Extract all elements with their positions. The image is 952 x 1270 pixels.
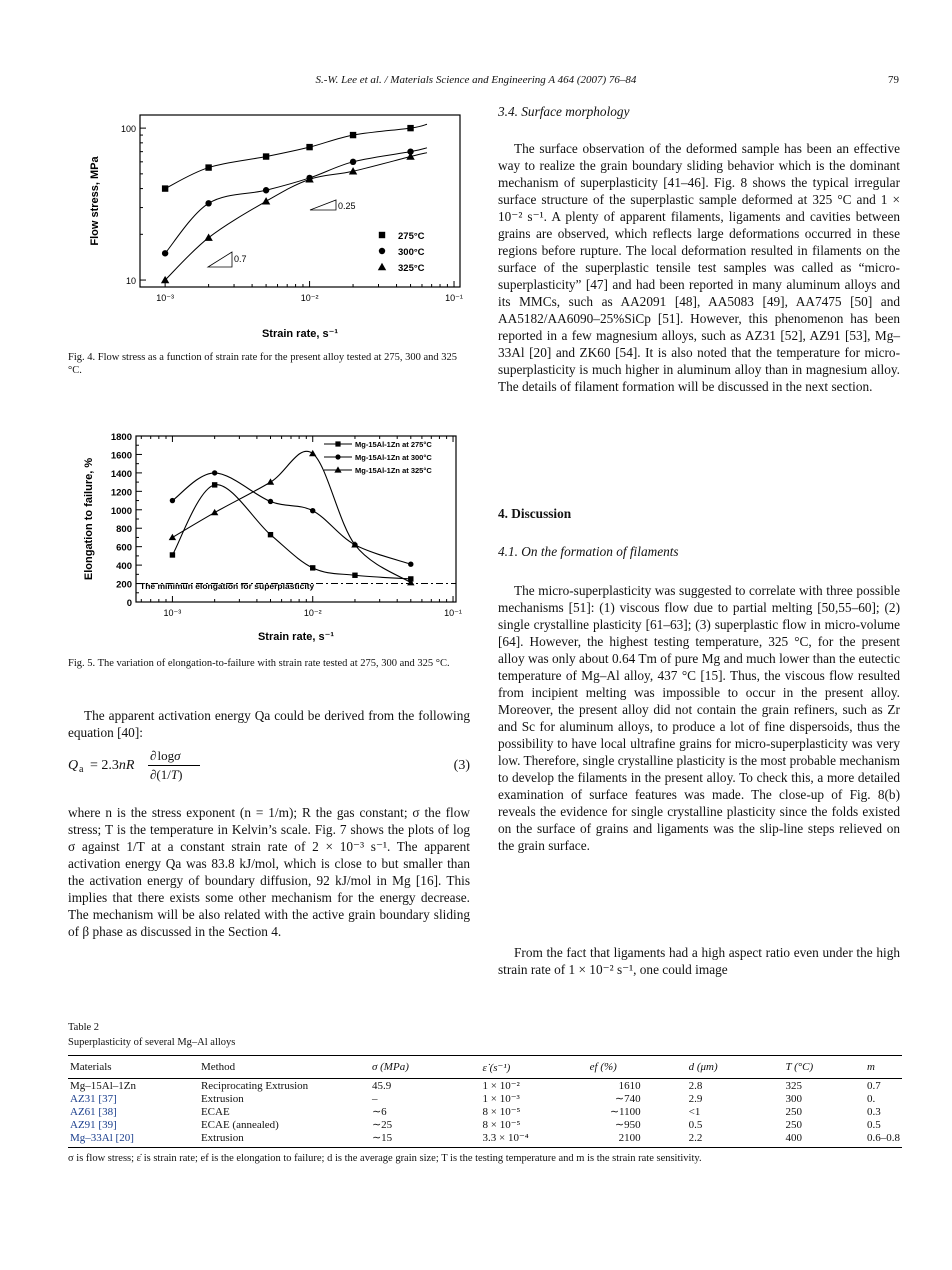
table-cell: 1 × 10⁻² — [482, 1080, 520, 1092]
fig4-legend-label: 275°C — [398, 231, 425, 242]
fig5-threshold-label: The minimun elongation for superplasticity — [140, 581, 315, 591]
table-cell: 2.9 — [688, 1092, 703, 1105]
table-cell: ∼25 — [371, 1119, 393, 1131]
fig4-data-point — [263, 187, 269, 193]
fig4-data-point — [407, 125, 413, 131]
col-header: Materials — [68, 1056, 199, 1079]
table-header-row — [68, 1056, 902, 1079]
fig4-legend-label: 325°C — [398, 263, 425, 274]
fig5-data-point — [170, 498, 175, 503]
right-column-para2: The micro-superplasticity was suggested to correlate with three possible mechanisms [51]: (1) viscous flow due to partial melting [50,55–60]; (2) single crystalline plasticity [61–63]; (3) superplastic flow in micro-volume [64]. However, the highest testing temperature, 325 °C, for the present alloy was only about 0.64 Tm of pure Mg and much lower than the eutectic temperature of Mg–Al alloy, 437 °C [15]. Thus, the viscous flow resulted from incipient melting was impossible to occur in the present alloy. Moreover, the present alloy did not contain the grain refiners, such as Zr and Sc for aluminum alloys, to produce a lot of fine dispersoids, thus the possibility to have local ultrafine grains for micro-superplasticity was very low. Therefore, single crystalline plasticity is the most probable mechanism to develop the filaments in the present alloy. To check this, a more detailed examination of surface features was made. The close-up of Fig. 8(b) reveals the evidence for single crystalline plasticity since the folds existed on the surface of grains and ligaments was the slip-line steps relieved on the grain surface. — [498, 583, 900, 853]
section-3-4-heading: 3.4. Surface morphology — [498, 104, 630, 119]
fig5-series-line — [172, 473, 410, 564]
table-cell: Mg–33Al [20] — [70, 1131, 134, 1144]
table-cell: – — [371, 1092, 378, 1105]
table-cell: ∼1100 — [609, 1106, 641, 1118]
table-cell: 0. — [867, 1092, 876, 1105]
table-row — [68, 1131, 902, 1148]
fig5-y-tick-label: 600 — [116, 542, 132, 554]
section-4-1-heading: 4.1. On the formation of filaments — [498, 544, 679, 559]
col-header: T (°C) — [783, 1056, 865, 1079]
fig4-x-tick-label: 10⁻² — [300, 293, 319, 303]
table-cell: ∼6 — [371, 1106, 387, 1118]
fig5-series-line — [172, 485, 410, 579]
table-cell: Mg–15Al–1Zn — [70, 1079, 136, 1092]
svg-text:0.7: 0.7 — [234, 254, 247, 264]
fig5-y-tick-label: 200 — [116, 579, 132, 591]
table-cell: 0.7 — [867, 1079, 881, 1092]
table-cell: 250 — [785, 1105, 802, 1118]
table-cell: Reciprocating Extrusion — [200, 1079, 309, 1092]
fig4-legend-marker — [379, 232, 385, 238]
fig5-legend — [324, 440, 432, 475]
table-cell: 1610 — [618, 1079, 641, 1092]
fig4-data-point — [350, 132, 356, 138]
fig4-data-point — [204, 233, 212, 240]
fig5-x-tick-label: 10⁻³ — [163, 608, 182, 618]
left-column-para1: The apparent activation energy Qa could be derived from the following equation [40]: — [68, 708, 470, 740]
fig4-slope-025 — [310, 200, 356, 211]
table-cell: AZ91 [39] — [70, 1118, 117, 1131]
fig5-y-tick-label: 1200 — [110, 487, 132, 499]
figure-5-chart — [80, 426, 470, 648]
fig4-data-point — [350, 159, 356, 165]
table-cell: Extrusion — [199, 1131, 370, 1148]
fig5-data-point — [268, 499, 273, 504]
fig5-y-tick-label: 0 — [126, 598, 132, 609]
fig5-x-tick-label: 10⁻¹ — [444, 608, 462, 618]
table-cell: ∼950 — [614, 1119, 641, 1131]
fig4-x-axis-label: Strain rate, s⁻¹ — [261, 328, 339, 340]
page-number: 79 — [888, 74, 899, 86]
table-cell: 8 × 10⁻⁵ — [482, 1106, 521, 1118]
table-cell: 2100 — [588, 1131, 687, 1148]
col-header: ef (%) — [588, 1056, 687, 1079]
fig5-y-tick-label: 1800 — [110, 432, 132, 443]
table-row — [68, 1118, 902, 1131]
col-header: m — [865, 1056, 902, 1079]
table-row — [68, 1092, 902, 1105]
fig4-fit-curve — [165, 124, 427, 188]
table-cell: ECAE — [200, 1105, 230, 1118]
table-cell: 45.9 — [371, 1079, 392, 1092]
figure-5-caption: Fig. 5. The variation of elongation-to-failure with strain rate tested at 275, 300 and 325 °C. — [68, 658, 450, 669]
fig4-data-point — [162, 185, 168, 191]
right-column-para1: The surface observation of the deformed sample has been an effective way to realize the grain boundary sliding behavior which is the dominant mechanism of superplasticity [41–46]. Fig. 8 shows the typical irregular surface structure of the superplastic sample deformed at 325 °C and 1 × 10⁻² s⁻¹. A plenty of apparent filaments, ligaments and cavities between grains are observed, which reflects large deformations occurred in these regions before rupture. The local deformation resulted in filaments on the surface of the superplastic tensile test samples was called as “micro-superplasticity” [47] and had been reported in many aluminum alloys and its MMCs, such as AA2091 [48], AA5083 [49], AA7475 [50] and AA5182/AA6090–25%SiCp [51]. However, this phenomenon has been reported in a few magnesium alloys, such as AZ31 [52], AZ91 [53], Mg–33Al [20] and ZK60 [54]. It is also noted that the temperature for micro-superplasticity is much higher in aluminum alloy than in magnesium alloy. The details of filament formation will be discussed in the next section. — [498, 141, 900, 394]
right-column-para3: From the fact that ligaments had a high aspect ratio even under the high strain rate of 1 × 10⁻² s⁻¹, one could image — [498, 945, 900, 977]
fig5-data-point — [310, 508, 315, 513]
fig5-data-point — [169, 534, 176, 540]
figure-4-caption: Fig. 4. Flow stress as a function of strain rate for the present alloy tested at 275, 300 and 325 °C. — [68, 352, 458, 376]
table-cell: 250 — [785, 1118, 802, 1131]
equation-3: Q a = 2.3nR ∂ logσ ∂(1/T) (3) — [68, 748, 470, 782]
fig4-legend-label: 300°C — [398, 247, 425, 258]
fig5-y-tick-label: 1000 — [110, 505, 132, 517]
svg-text:0.25: 0.25 — [338, 201, 356, 211]
fig5-legend-label: Mg-15Al-1Zn at 275°C — [355, 440, 432, 449]
fig5-legend-marker — [335, 441, 340, 446]
table-cell: <1 — [688, 1105, 701, 1118]
fig4-x-tick-label: 10⁻³ — [156, 293, 175, 303]
table-cell: 0.6–0.8 — [865, 1131, 902, 1148]
fig5-data-point — [170, 552, 175, 557]
fig5-x-axis-label: Strain rate, s⁻¹ — [257, 631, 335, 643]
table-cell: 8 × 10⁻⁵ — [482, 1119, 521, 1131]
fig5-data-point — [408, 561, 413, 566]
fig4-x-tick-label: 10⁻¹ — [445, 293, 463, 303]
fig5-y-tick-label: 1600 — [110, 450, 132, 462]
col-header: σ (MPa) — [370, 1056, 481, 1079]
fig4-legend — [378, 231, 425, 274]
table-cell: ∼15 — [370, 1131, 481, 1148]
fig4-fit-curve — [165, 153, 427, 280]
left-column-para2: where n is the stress exponent (n = 1/m); R the gas constant; σ the flow stress; T is the temperature in Kelvin’s scale. Fig. 7 shows the plots of log σ against 1/T at a constant strain rate of 2 × 10⁻³ s⁻¹. The apparent activation energy Qa was 83.8 kJ/mol, which is close to but smaller than the activation energy of boundary diffusion, 92 kJ/mol in Mg [16]. This implies that there exists some other mechanism for the energy decrease. The mechanism will be also related with the active grain boundary sliding of β phase as discussed in the Section 4. — [68, 805, 470, 939]
running-header: S.-W. Lee et al. / Materials Science and Engineering A 464 (2007) 76–84 — [315, 74, 637, 86]
fig5-legend-label: Mg-15Al-1Zn at 300°C — [355, 453, 432, 462]
fig4-y-tick-label: 100 — [120, 124, 136, 135]
table-2-title: Superplasticity of several Mg–Al alloys — [68, 1037, 236, 1048]
fig5-data-point — [352, 573, 357, 578]
fig5-data-point — [212, 470, 217, 475]
table-cell: Extrusion — [200, 1092, 244, 1105]
table-cell: 1 × 10⁻³ — [482, 1093, 520, 1105]
table-2-label: Table 2 — [68, 1022, 100, 1033]
fig5-data-point — [267, 478, 274, 484]
equation-number: (3) — [453, 758, 470, 773]
fig5-y-tick-label: 800 — [116, 524, 132, 536]
fig4-slope-07 — [208, 252, 247, 267]
fig4-data-point — [262, 197, 270, 204]
fig5-data-point — [211, 509, 218, 515]
fig5-legend-label: Mg-15Al-1Zn at 325°C — [355, 466, 432, 475]
fig5-data-point — [309, 450, 316, 456]
fig4-data-point — [205, 200, 211, 206]
table-2 — [68, 1055, 902, 1148]
col-header: d (μm) — [687, 1056, 784, 1079]
fig5-legend-marker — [335, 454, 340, 459]
fig5-y-axis-label: Elongation to failure, % — [83, 457, 95, 581]
fig5-data-point — [268, 532, 273, 537]
fig4-data-point — [306, 144, 312, 150]
fig4-y-tick-label: 10 — [125, 276, 136, 287]
fig5-y-tick-label: 400 — [116, 561, 132, 573]
fig5-y-tick-label: 1400 — [110, 468, 132, 480]
table-cell: 400 — [783, 1131, 865, 1148]
table-cell: 325 — [785, 1079, 802, 1092]
fig4-legend-marker — [378, 263, 386, 270]
table-cell: 0.5 — [688, 1118, 703, 1131]
fig4-y-axis-label: Flow stress, MPa — [89, 156, 101, 246]
table-cell: 300 — [785, 1092, 802, 1105]
table-cell: 2.8 — [688, 1079, 703, 1092]
table-cell: 3.3 × 10⁻⁴ — [480, 1131, 587, 1148]
col-header: Method — [199, 1056, 370, 1079]
table-cell: 0.5 — [867, 1118, 881, 1131]
table-cell: 2.2 — [687, 1131, 784, 1148]
table-cell: ∼740 — [614, 1093, 641, 1105]
table-row — [68, 1079, 902, 1093]
table-cell: AZ31 [37] — [70, 1092, 117, 1105]
table-row — [68, 1105, 902, 1118]
fig4-plot-frame — [140, 115, 460, 287]
fig5-data-point — [310, 565, 315, 570]
fig5-data-point — [212, 482, 217, 487]
col-header: ε̇ (s⁻¹) — [480, 1056, 587, 1079]
fig4-data-point — [162, 250, 168, 256]
fig4-data-point — [263, 153, 269, 159]
table-cell: ECAE (annealed) — [200, 1118, 279, 1131]
fig4-data-point — [205, 164, 211, 170]
fig4-legend-marker — [379, 248, 385, 254]
section-4-heading: 4. Discussion — [498, 506, 572, 521]
fig5-x-tick-label: 10⁻² — [303, 608, 322, 618]
fig4-fit-curve — [165, 148, 427, 253]
table-cell: AZ61 [38] — [70, 1105, 117, 1118]
table-2-footnote: σ is flow stress; ε̇ is strain rate; ef is the elongation to failure; d is the average grain size; T is the testing temperature and m is the strain rate sensitivity. — [68, 1153, 702, 1164]
table-cell: 0.3 — [867, 1105, 881, 1118]
figure-4-chart — [80, 105, 470, 345]
